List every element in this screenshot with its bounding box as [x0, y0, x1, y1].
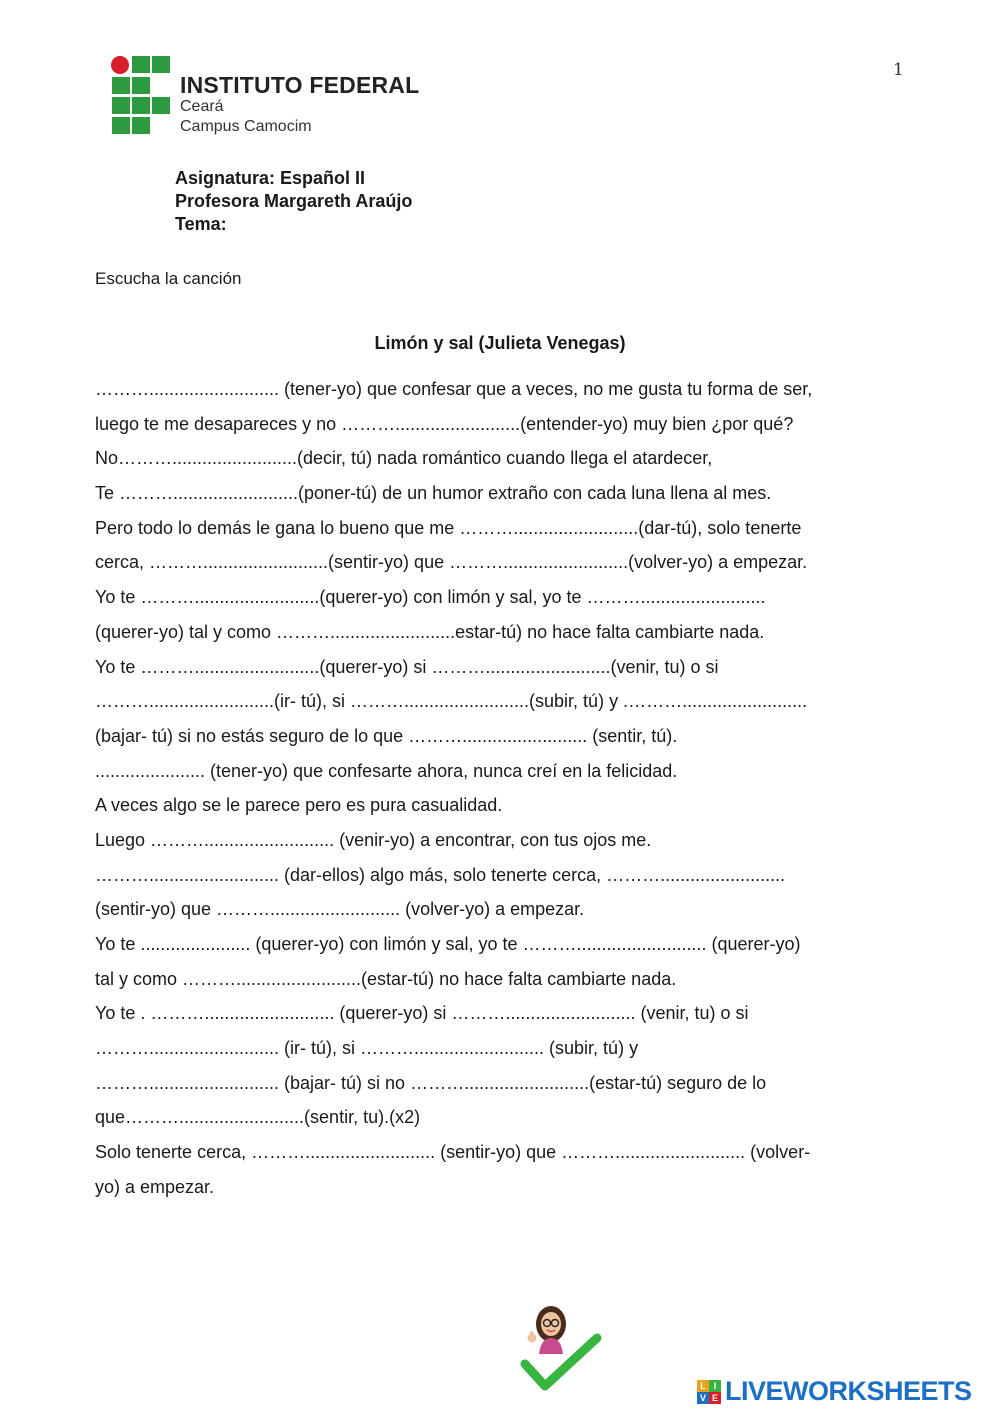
lyrics-line: Solo tenerte cerca, ……….......................... (sentir-yo) que ……….......................... (volver-	[95, 1142, 811, 1163]
lyrics-line: luego te me desapareces y no ……….........................(entender-yo) muy bien ¿por qué?	[95, 413, 794, 434]
lyrics-line: ……….......................... (tener-yo) que confesar que a veces, no me gusta tu forma de ser,	[95, 379, 813, 399]
subject-line: Asignatura: Español II	[175, 168, 366, 188]
teacher-line: Profesora Margareth Araújo	[175, 191, 413, 211]
logo-square	[112, 97, 130, 114]
song-title: Limón y sal (Julieta Venegas)	[374, 333, 626, 353]
logo-square	[132, 97, 150, 114]
teacher-thumbs-up-icon	[515, 1302, 605, 1394]
institution-campus: Campus Camocim	[180, 118, 312, 135]
worksheet-header	[175, 167, 412, 236]
lyrics-line: (bajar- tú) si no estás seguro de lo que ………......................... (sentir, tú).	[95, 725, 678, 746]
lyrics-line: Yo te ...................... (querer-yo) con limón y sal, yo te ……….......................... (querer-yo)	[95, 934, 801, 954]
brand-icon-letter: V	[697, 1392, 709, 1404]
lyrics-line: tal y como ……….........................(estar-tú) no hace falta cambiarte nada.	[95, 968, 677, 989]
logo-square	[132, 77, 150, 94]
brand-icon-letter: L	[697, 1380, 709, 1392]
institution-logo	[110, 55, 440, 137]
logo-square	[112, 77, 130, 94]
lyrics-line: Yo te ……….........................(querer-yo) con limón y sal, yo te ……….........................	[95, 587, 766, 608]
lyrics-line: (sentir-yo) que ……….......................... (volver-yo) a empezar.	[95, 899, 585, 920]
lyrics-line: A veces algo se le parece pero es pura casualidad.	[95, 795, 503, 816]
lyrics-line: Luego ……….......................... (venir-yo) a encontrar, con tus ojos me.	[95, 829, 652, 850]
lyrics-line: Pero todo lo demás le gana lo bueno que me ……….........................(dar-tú), solo tenerte	[95, 517, 802, 538]
logo-square	[132, 56, 150, 73]
lyrics-line: (querer-yo) tal y como ……….........................estar-tú) no hace falta cambiarte nada.	[95, 621, 765, 642]
brand-icon-letter: I	[709, 1380, 721, 1392]
lyrics-line: que……….........................(sentir, tu).(x2)	[95, 1107, 421, 1128]
lyrics-line: ...................... (tener-yo) que confesarte ahora, nunca creí en la felicidad.	[95, 760, 678, 781]
lyrics-line: yo) a empezar.	[95, 1176, 215, 1197]
liveworksheets-icon	[697, 1380, 721, 1404]
lyrics-line: ……….......................... (dar-ellos) algo más, solo tenerte cerca, ……….........................	[95, 864, 786, 885]
institution-name: INSTITUTO FEDERAL	[180, 72, 420, 98]
lyrics-line: Yo te . ……….......................... (querer-yo) si ……….......................... (venir, tu) o si	[95, 1003, 749, 1024]
brand-name: LIVEWORKSHEETS	[725, 1376, 972, 1406]
check-icon	[525, 1338, 597, 1386]
lyrics-exercise	[95, 372, 910, 1205]
brand-icon-letter: E	[709, 1392, 721, 1404]
lyrics-line: ……….........................(ir- tú), si ……….........................(subir, tú) y .……….........................	[95, 691, 808, 712]
logo-square	[152, 97, 170, 114]
logo-square	[152, 56, 170, 73]
lyrics-line: ……….......................... (bajar- tú) si no ……….........................(estar-tú) seguro de lo	[95, 1072, 767, 1093]
instruction-text: Escucha la canción	[95, 269, 242, 288]
lyrics-line: No……….........................(decir, tú) nada romántico cuando llega el atardecer,	[95, 448, 713, 469]
logo-square	[132, 117, 150, 134]
page-number: 1	[893, 60, 904, 80]
institution-state: Ceará	[180, 98, 224, 115]
topic-line: Tema:	[175, 214, 227, 234]
lyrics-line: Te ……….........................(poner-tú) de un humor extraño con cada luna llena al mes.	[95, 483, 772, 504]
if-logo-grid-icon	[110, 55, 172, 135]
liveworksheets-logo	[697, 1376, 997, 1410]
lyrics-line: Yo te ……….........................(querer-yo) si ……….........................(venir, tu) o si	[95, 656, 719, 677]
logo-red-dot	[111, 56, 129, 74]
lyrics-line: ……….......................... (ir- tú), si ……….......................... (subir, tú) y	[95, 1038, 639, 1059]
check-answers-button[interactable]	[515, 1302, 605, 1394]
logo-square	[112, 117, 130, 134]
lyrics-line: cerca, ……….........................(sentir-yo) que ……….........................(volver-yo) a empezar.	[95, 552, 808, 573]
